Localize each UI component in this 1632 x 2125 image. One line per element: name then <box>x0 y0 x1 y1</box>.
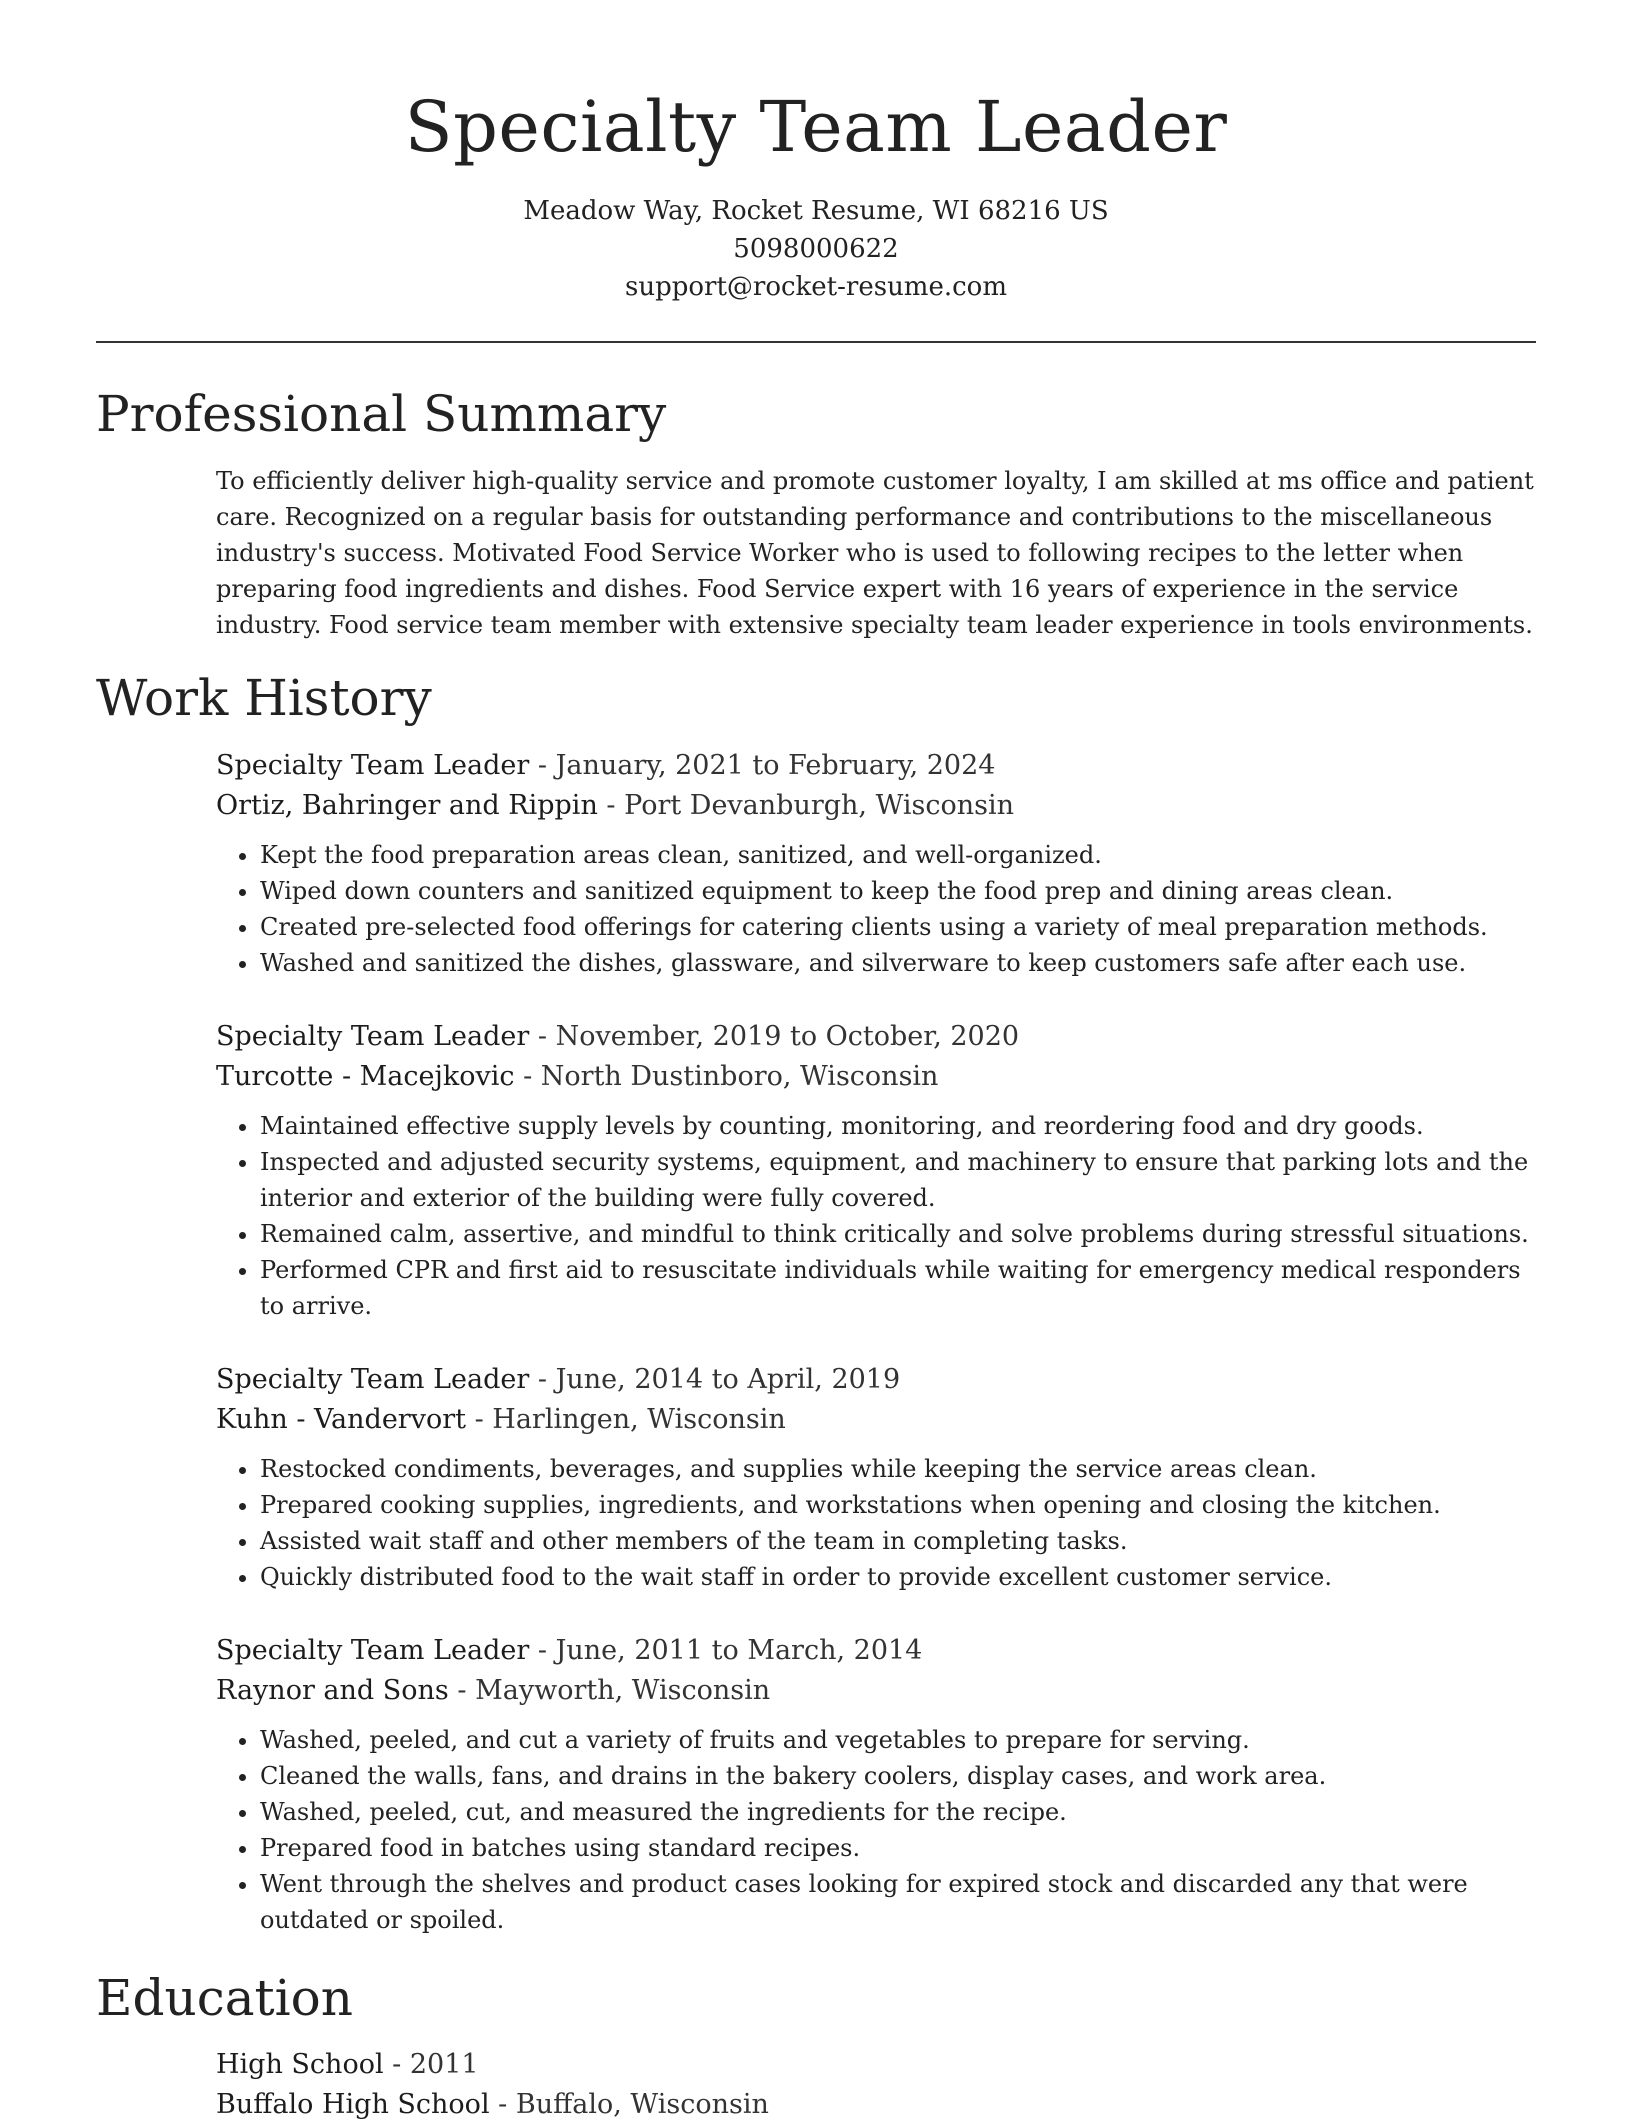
job-dates: - June, 2014 to April, 2019 <box>529 1364 901 1395</box>
job-location: - Mayworth, Wisconsin <box>448 1675 771 1706</box>
resume-name: Specialty Team Leader <box>404 86 1228 168</box>
job-title-line <box>216 1631 1536 1671</box>
job-bullet: • Went through the shelves and product cases looking for expired stock and discarded any that were outdated or spoiled. <box>260 1866 1536 1938</box>
contact-address: Meadow Way, Rocket Resume, WI 68216 US <box>523 196 1109 226</box>
job-bullet-list <box>216 837 1536 981</box>
header-divider <box>96 341 1536 343</box>
job-bullet: • Kept the food preparation areas clean, sanitized, and well-organized. <box>260 837 1536 873</box>
job-bullet: • Performed CPR and first aid to resuscitate individuals while waiting for emergency medical responders to arrive. <box>260 1252 1536 1324</box>
job-dates: - June, 2011 to March, 2014 <box>529 1635 923 1666</box>
education-school: Buffalo High School <box>216 2089 490 2120</box>
education-location: - Buffalo, Wisconsin <box>489 2089 769 2120</box>
job-bullet-list <box>216 1722 1536 1938</box>
job-location: - Harlingen, Wisconsin <box>465 1404 786 1435</box>
job-company-line <box>216 786 1536 826</box>
education-school-line <box>216 2085 1536 2125</box>
education-year: - 2011 <box>383 2049 479 2080</box>
job-bullet: • Maintained effective supply levels by counting, monitoring, and reordering food and dry goods. <box>260 1108 1536 1144</box>
job-bullet: • Prepared food in batches using standard recipes. <box>260 1830 1536 1866</box>
job-bullet: • Washed, peeled, cut, and measured the ingredients for the recipe. <box>260 1794 1536 1830</box>
job-company-line <box>216 1057 1536 1097</box>
job-entry <box>216 1631 1536 1938</box>
summary-heading: Professional Summary <box>96 385 667 443</box>
contact-email: support@rocket-resume.com <box>624 272 1007 302</box>
job-bullet: • Assisted wait staff and other members of the team in completing tasks. <box>260 1523 1536 1559</box>
job-bullet: • Restocked condiments, beverages, and supplies while keeping the service areas clean. <box>260 1451 1536 1487</box>
job-company: Ortiz, Bahringer and Rippin <box>216 790 598 821</box>
job-title: Specialty Team Leader <box>216 1635 530 1666</box>
job-bullet: • Washed and sanitized the dishes, glassware, and silverware to keep customers safe after each use. <box>260 945 1536 981</box>
job-bullet: • Created pre-selected food offerings for catering clients using a variety of meal preparation methods. <box>260 909 1536 945</box>
job-title: Specialty Team Leader <box>216 1364 530 1395</box>
work-history-heading: Work History <box>96 669 432 727</box>
job-bullet: • Prepared cooking supplies, ingredients, and workstations when opening and closing the kitchen. <box>260 1487 1536 1523</box>
job-bullet: • Cleaned the walls, fans, and drains in the bakery coolers, display cases, and work area. <box>260 1758 1536 1794</box>
job-bullet: • Wiped down counters and sanitized equipment to keep the food prep and dining areas clean. <box>260 873 1536 909</box>
job-entry <box>216 746 1536 981</box>
job-location: - Port Devanburgh, Wisconsin <box>597 790 1014 821</box>
job-bullet: • Remained calm, assertive, and mindful to think critically and solve problems during stressful situations. <box>260 1216 1536 1252</box>
education-degree-line <box>216 2045 1536 2085</box>
job-bullet-list <box>216 1451 1536 1595</box>
education-heading: Education <box>96 1969 353 2027</box>
job-company: Kuhn - Vandervort <box>216 1404 466 1435</box>
job-title-line <box>216 1017 1536 1057</box>
job-company-line <box>216 1400 1536 1440</box>
job-company: Turcotte - Macejkovic <box>216 1061 515 1092</box>
job-entry <box>216 1017 1536 1324</box>
education-degree: High School <box>216 2049 384 2080</box>
job-title: Specialty Team Leader <box>216 750 530 781</box>
job-title: Specialty Team Leader <box>216 1021 530 1052</box>
job-dates: - November, 2019 to October, 2020 <box>529 1021 1020 1052</box>
education-entry <box>216 2045 1536 2125</box>
job-bullet: • Inspected and adjusted security systems, equipment, and machinery to ensure that parking lots and the interior and exterior of the building were fully covered. <box>260 1144 1536 1216</box>
job-bullet: • Quickly distributed food to the wait staff in order to provide excellent customer service. <box>260 1559 1536 1595</box>
contact-phone: 5098000622 <box>733 234 899 264</box>
job-bullet-list <box>216 1108 1536 1324</box>
job-company-line <box>216 1671 1536 1711</box>
job-company: Raynor and Sons <box>216 1675 449 1706</box>
job-bullet: • Washed, peeled, and cut a variety of fruits and vegetables to prepare for serving. <box>260 1722 1536 1758</box>
job-dates: - January, 2021 to February, 2024 <box>529 750 996 781</box>
summary-text: To efficiently deliver high-quality service and promote customer loyalty, I am skilled at ms office and patient care. Recognized on a regular basis for outstanding performance and contributions to the miscellaneous industry's success. Motivated Food Service Worker who is used to following recipes to the letter when preparing food ingredients and dishes. Food Service expert with 16 years of experience in the service industry. Food service team member with extensive specialty team leader experience in tools environments. <box>216 467 1534 639</box>
job-title-line <box>216 746 1536 786</box>
job-location: - North Dustinboro, Wisconsin <box>514 1061 939 1092</box>
job-entry <box>216 1360 1536 1595</box>
job-title-line <box>216 1360 1536 1400</box>
